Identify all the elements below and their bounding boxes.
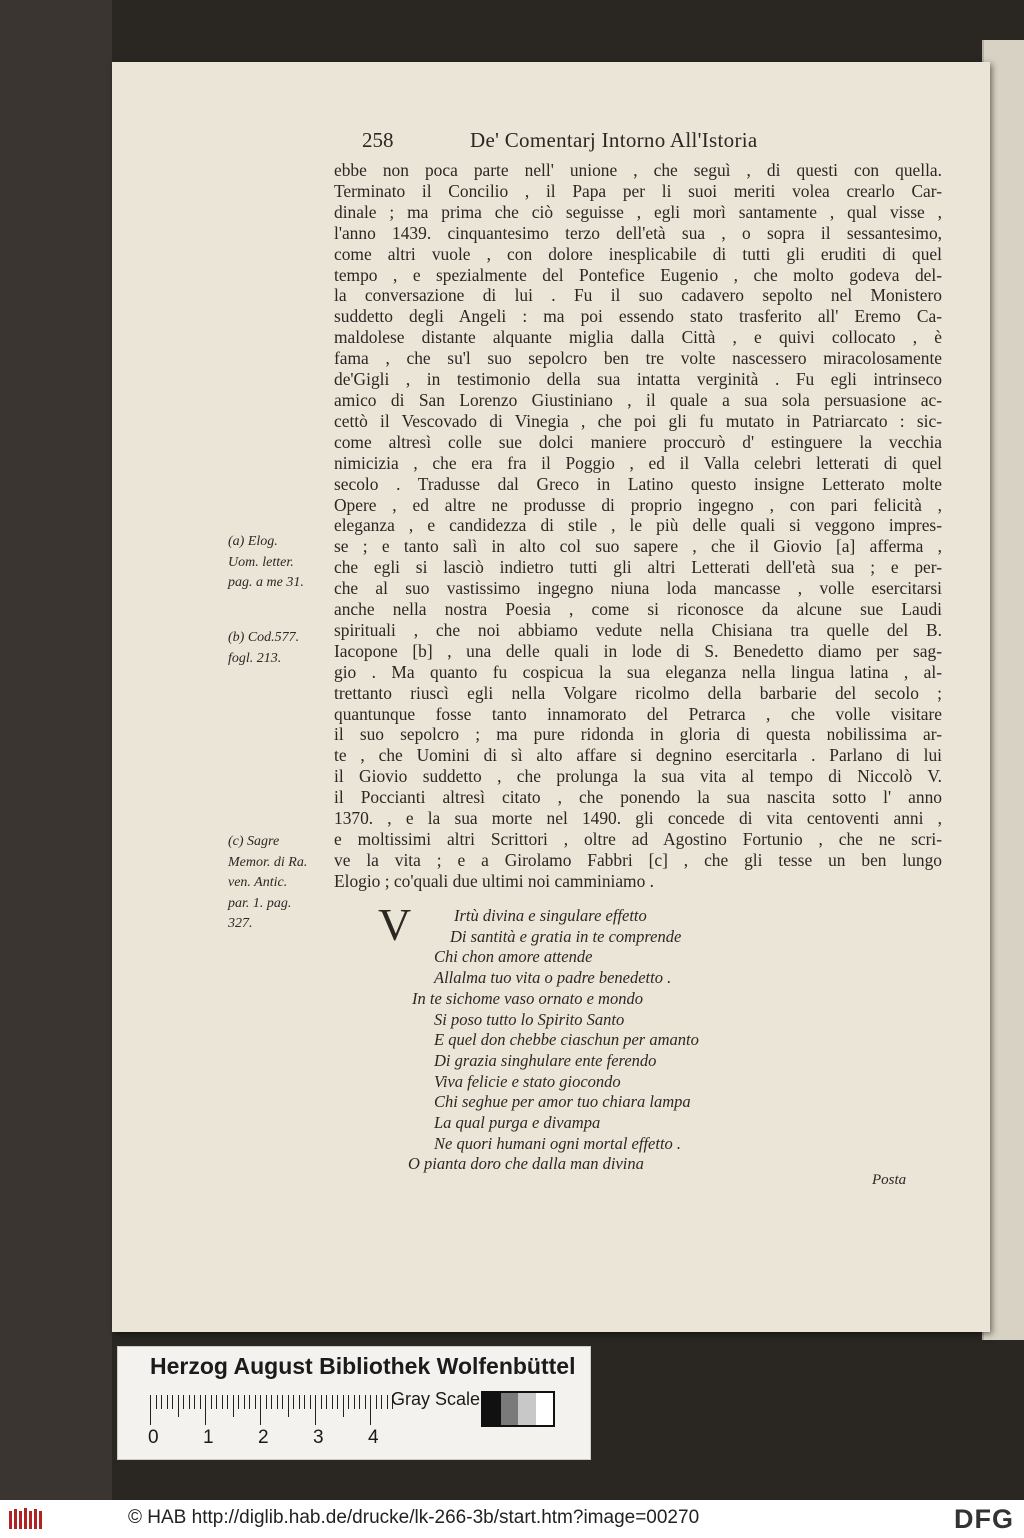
ruler-tick	[211, 1395, 212, 1409]
body-line: se ; e tanto salì in alto col suo sapere , che il Giovio [a] afferma ,	[334, 536, 942, 557]
ruler-tick	[249, 1395, 250, 1409]
ruler-tick	[238, 1395, 239, 1409]
ruler-tick	[376, 1395, 377, 1409]
note-line: par. 1. pag.	[228, 895, 292, 911]
marginal-note-c	[228, 832, 334, 935]
ruler-tick	[205, 1395, 206, 1425]
poem-line: Chi seghue per amor tuo chiara lampa	[434, 1092, 691, 1112]
ruler-tick	[172, 1395, 173, 1409]
body-line: suddetto degli Angeli : ma poi essendo stato trasferito all' Eremo Ca-	[334, 306, 942, 327]
ruler-tick	[310, 1395, 311, 1409]
note-line: ven. Antic.	[228, 875, 288, 890]
body-line: l'anno 1439. cinquantesimo terzo dell'età sua , o sopra il sessantesimo,	[334, 222, 942, 243]
poem-line: Viva felicie e stato giocondo	[434, 1071, 621, 1091]
ruler-tick	[321, 1395, 322, 1409]
ruler-tick	[194, 1395, 195, 1409]
body-line: dinale ; ma prima che ciò seguisse , egli morì santamente , qual visse ,	[334, 201, 942, 222]
body-line: nimicizia , che era fra il Poggio , ed il Valla celebri letterati di quel	[334, 452, 942, 473]
body-text	[334, 160, 942, 892]
page-header	[362, 128, 922, 158]
poem-line: Irtù divina e singulare effetto	[454, 906, 647, 925]
ruler-tick	[244, 1395, 245, 1409]
ruler-tick	[183, 1395, 184, 1409]
dfg-logo: DFG	[954, 1504, 1014, 1534]
ruler-tick	[337, 1395, 338, 1409]
body-line: quantunque fosse tanto innamorato del Petrarca , che volle visitare	[334, 703, 942, 724]
ruler-tick	[216, 1395, 217, 1409]
library-name: Herzog August Bibliothek Wolfenbüttel	[150, 1353, 576, 1379]
note-line: fogl. 213.	[228, 650, 282, 666]
body-line: eleganza , e candidezza di stile , le più delle quali si veggono impres-	[334, 515, 942, 536]
poem-drop-cap: V	[378, 899, 412, 950]
body-line: amico di San Lorenzo Giustiniano , il quale a sua sola persuasione ac-	[334, 389, 942, 410]
poem-line: Ne quori humani ogni mortal effetto .	[434, 1133, 682, 1153]
poem-line: O pianta doro che dalla man divina	[408, 1154, 644, 1174]
ruler-tick	[255, 1395, 256, 1409]
hab-logo-icon	[8, 1507, 44, 1531]
note-line: Memor. di Ra.	[228, 854, 308, 870]
ruler-tick	[161, 1395, 162, 1409]
ruler-number: 4	[368, 1427, 379, 1448]
catchword: Posta	[872, 1172, 907, 1188]
poem-line: Si poso tutto lo Spirito Santo	[434, 1009, 625, 1029]
ruler-tick	[299, 1395, 300, 1409]
gray-swatch	[501, 1393, 519, 1425]
note-line: Uom. letter.	[228, 554, 294, 570]
ruler-tick	[156, 1395, 157, 1409]
ruler-tick	[304, 1395, 305, 1409]
poem	[374, 899, 934, 1175]
running-title: De' Comentarj Intorno All'Istoria	[470, 128, 758, 152]
ruler-tick	[288, 1395, 289, 1417]
body-line: 1370. , e la sua morte nel 1490. gli concede di vita centoventi anni ,	[334, 808, 942, 829]
ruler-tick	[222, 1395, 223, 1409]
ruler-tick	[332, 1395, 333, 1409]
body-line: cettò il Vescovado di Vinegia , che poi gli fu mutato in Patriarcato : sic-	[334, 410, 942, 431]
scan-background-left	[0, 0, 112, 1500]
ruler-number: 0	[148, 1427, 159, 1448]
body-line: ebbe non poca parte nell' unione , che seguì , di questi con quella.	[334, 160, 942, 180]
ruler-tick	[348, 1395, 349, 1409]
ruler-tick	[381, 1395, 382, 1409]
body-line: tempo , e spezialmente del Pontefice Eugenio , che molto godeva del-	[334, 264, 942, 285]
book-page	[112, 62, 990, 1332]
body-line: trettanto riuscì egli nella Volgare ricolmo della barbarie del secolo ;	[334, 682, 942, 703]
ruler-tick	[365, 1395, 366, 1409]
body-line: ve la vita ; e a Girolamo Fabbri [c] , che gli tesse un ben lungo	[334, 849, 942, 870]
marginal-note-a	[228, 532, 334, 594]
note-line: pag. a me 31.	[228, 575, 304, 590]
ruler-tick	[293, 1395, 294, 1409]
ruler-tick	[282, 1395, 283, 1409]
gray-scale-swatches	[481, 1391, 555, 1427]
body-line: Opere , ed altre ne produsse di proprio ingegno , con pari felicità ,	[334, 494, 942, 515]
body-line: secolo . Tradusse dal Greco in Latino questo insigne Letterato molte	[334, 473, 942, 494]
note-line: (c) Sagre	[228, 834, 280, 849]
body-line: de'Gigli , in testimonio della sua intatta verginità . Fu egli intrinseco	[334, 369, 942, 390]
ruler-tick	[167, 1395, 168, 1409]
poem-line: La qual purga e divampa	[434, 1113, 601, 1133]
body-line: che al suo vastissimo ingegno niuna loda mancasse , volle esercitarsi	[334, 578, 942, 599]
ruler-number: 2	[258, 1427, 269, 1448]
ruler-tick	[260, 1395, 261, 1425]
poem-line: Di grazia singhulare ente ferendo	[434, 1050, 657, 1070]
body-line: il Giovio suddetto , che prolunga la sua vita al tempo di Niccolò V.	[334, 766, 942, 787]
ruler-tick	[227, 1395, 228, 1409]
ruler-tick	[150, 1395, 151, 1425]
poem-line: In te sichome vaso ornato e mondo	[412, 988, 643, 1008]
gray-swatch	[536, 1393, 554, 1425]
body-line: Elogio ; co'quali due ultimi noi camminiamo .	[334, 870, 654, 891]
poem-line: E quel don chebbe ciaschun per amanto	[434, 1030, 699, 1050]
ruler-tick	[354, 1395, 355, 1409]
poem-line: Chi chon amore attende	[434, 947, 593, 967]
body-line: Iacopone [b] , una delle quali in lode di S. Benedetto diamo per sag-	[334, 640, 942, 661]
body-line: come altresì colle sue dolci maniere proccurò d' estinguere la vecchia	[334, 431, 942, 452]
poem-line: Di santità e gratia in te comprende	[450, 926, 682, 946]
ruler-tick	[370, 1395, 371, 1425]
gray-swatch	[483, 1393, 501, 1425]
note-line: (b) Cod.577.	[228, 630, 300, 645]
ruler-tick	[326, 1395, 327, 1409]
footer-bar	[0, 1500, 1024, 1538]
ruler-number: 1	[203, 1427, 214, 1448]
ruler-tick	[277, 1395, 278, 1409]
note-line: 327.	[228, 916, 253, 931]
gray-scale-label: Gray Scale	[391, 1389, 481, 1409]
ruler-tick	[359, 1395, 360, 1409]
body-line: spirituali , che noi abbiamo vedute nella Chisiana tra quelle del B.	[334, 619, 942, 640]
poem-line: Allalma tuo vita o padre benedetto .	[434, 968, 672, 988]
note-line: (a) Elog.	[228, 534, 278, 549]
body-line: te , che Uomini di sì alto affare si degnino esercitarla . Parlano di lui	[334, 745, 942, 766]
ruler-number: 3	[313, 1427, 324, 1448]
body-line: la conversazione di lui . Fu il suo cadavero sepolto nel Monistero	[334, 285, 942, 306]
body-line: gio . Ma quanto fu cospicua la sua eleganza nella lingua latina , al-	[334, 661, 942, 682]
body-line: Terminato il Concilio , il Papa per li suoi meriti volea crearlo Car-	[334, 180, 942, 201]
marginal-note-b	[228, 628, 334, 669]
ruler-tick	[387, 1395, 388, 1409]
gray-swatch	[518, 1393, 536, 1425]
ruler-tick	[233, 1395, 234, 1417]
ruler-tick	[266, 1395, 267, 1409]
ruler-tick	[315, 1395, 316, 1425]
body-line: il suo sepolcro ; ma pure ridonda in gloria di questa nobilissima ar-	[334, 724, 942, 745]
copyright-url-text: © HAB http://diglib.hab.de/drucke/lk-266-3b/start.htm?image=00270	[128, 1507, 700, 1528]
ruler-tick	[178, 1395, 179, 1417]
ruler-tick	[343, 1395, 344, 1417]
body-line: anche nella nostra Poesia , come si riconosce da alcune sue Laudi	[334, 599, 942, 620]
ruler-tick	[189, 1395, 190, 1409]
body-line: il Poccianti altresì citato , che ponendo la sua nascita sotto l' anno	[334, 787, 942, 808]
page-number: 258	[362, 128, 394, 152]
ruler-tick	[200, 1395, 201, 1409]
body-line: fama , che su'l suo sepolcro ben tre volte nascessero miracolosamente	[334, 348, 942, 369]
library-color-card	[117, 1346, 591, 1460]
body-line: che egli si lasciò indietro tutti gli altri Letterati dell'età sua ; e per-	[334, 557, 942, 578]
body-line: e moltissimi altri Scrittori , oltre ad Agostino Fortunio , che ne scri-	[334, 829, 942, 849]
body-line: maldolese distante alquante miglia dalla Città , e quivi collocato , è	[334, 327, 942, 348]
body-line: come altri vuole , con dolore inesplicabile di tutti gli eruditi di quel	[334, 243, 942, 264]
ruler-tick	[271, 1395, 272, 1409]
